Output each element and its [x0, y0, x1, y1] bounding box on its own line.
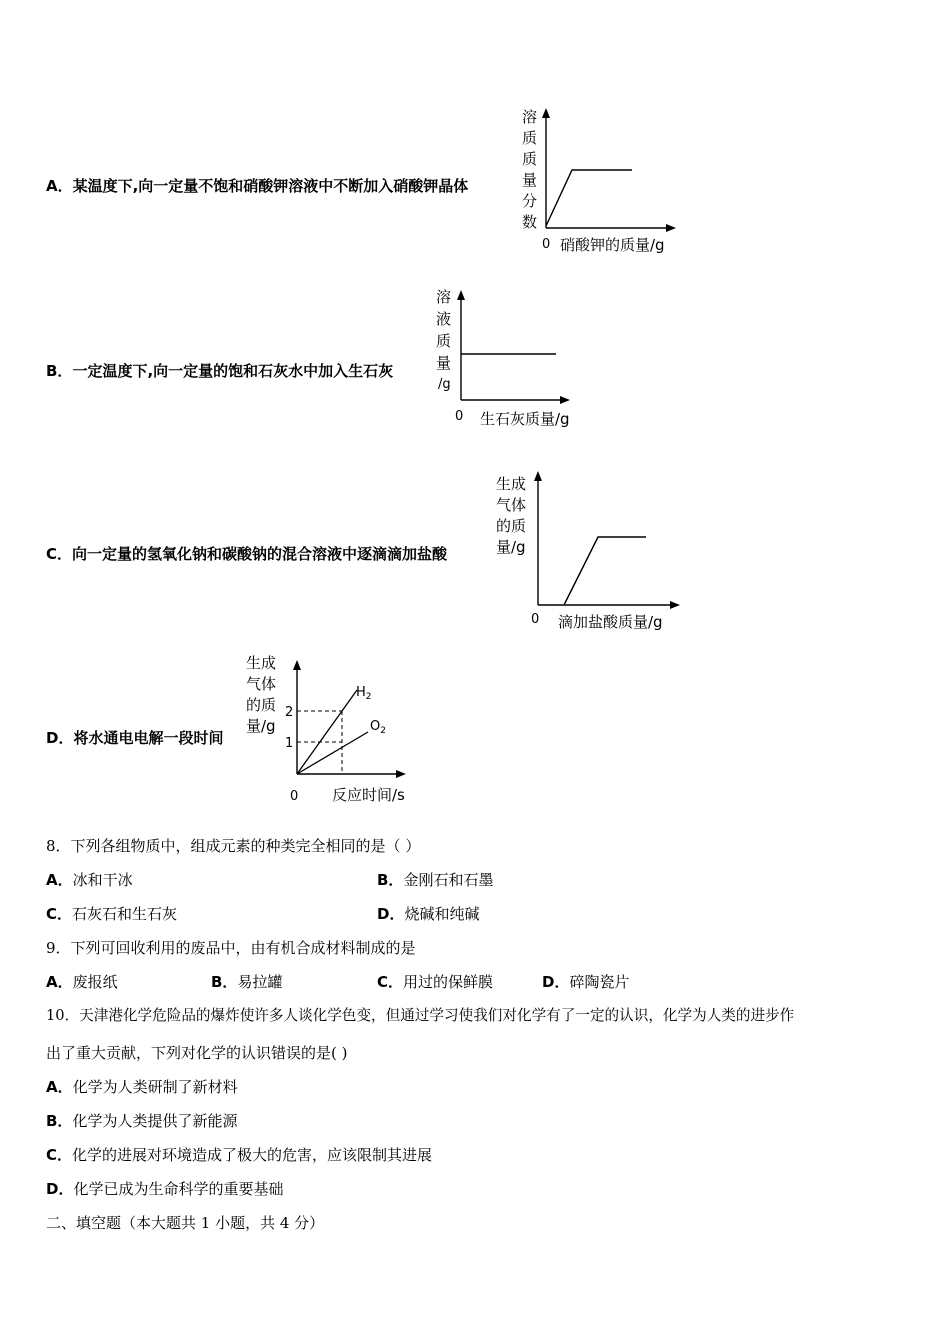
y-label-char: 溶 [522, 108, 538, 126]
y-label-char: 溶 [436, 288, 452, 306]
option-label: A． [46, 177, 73, 195]
q10-option-a: A．化学为人类研制了新材料 [46, 1078, 238, 1096]
graph-a [510, 100, 690, 260]
y-label-line: 量/g [496, 538, 526, 556]
y-label-char: 分 [522, 192, 538, 210]
option-label: C． [46, 545, 73, 563]
graph-b [430, 282, 600, 432]
y-label-char: 质 [522, 129, 538, 147]
question-10-stem-line1: 10．天津港化学危险品的爆炸使许多人谈化学色变，但通过学习使我们对化学有了一定的认识，化学为人类的进步作 [46, 1007, 795, 1024]
origin-label: 0 [542, 237, 551, 252]
x-axis-label: 生石灰质量/g [480, 410, 570, 428]
y-label-line: 的质 [246, 696, 277, 714]
x-axis-label: 硝酸钾的质量/g [560, 236, 665, 254]
origin-label: 0 [531, 612, 540, 627]
option-text: 某温度下,向一定量不饱和硝酸钾溶液中不断加入硝酸钾晶体 [72, 177, 469, 195]
y-label-char: 量 [436, 354, 452, 372]
question-10-stem-line2: 出了重大贡献，下列对化学的认识错误的是( ) [46, 1044, 348, 1062]
option-b [46, 361, 393, 381]
q9-option-d: D．碎陶瓷片 [542, 973, 630, 991]
q8-option-a: A．冰和干冰 [46, 871, 133, 889]
tick-label-1: 1 [285, 736, 294, 751]
origin-label: 0 [290, 789, 299, 804]
section-2-title: 二、填空题（本大题共 1 小题，共 4 分） [46, 1214, 325, 1232]
q8-option-c: C．石灰石和生石灰 [46, 905, 178, 923]
graph-d [244, 650, 424, 810]
q8-option-d: D．烧碱和纯碱 [377, 905, 480, 923]
q8-option-b: B．金刚石和石墨 [377, 871, 494, 889]
h2-label: $H_2$ [356, 685, 372, 702]
option-text: 向一定量的氢氧化钠和碳酸钠的混合溶液中逐滴滴加盐酸 [72, 545, 448, 563]
tick-label-2: 2 [285, 705, 294, 720]
y-label-char: 质 [522, 150, 538, 168]
y-label-line: 生成 [496, 475, 527, 493]
origin-label: 0 [455, 409, 464, 424]
option-c [46, 544, 447, 564]
option-d [46, 728, 223, 748]
y-label-line: 量/g [246, 717, 276, 735]
option-label: D． [46, 729, 74, 747]
y-label-line: 生成 [246, 654, 277, 672]
q10-option-d: D．化学已成为生命科学的重要基础 [46, 1180, 284, 1198]
x-axis-label: 反应时间/s [332, 786, 405, 804]
y-label-char: 量 [522, 171, 538, 189]
q10-option-c: C．化学的进展对环境造成了极大的危害，应该限制其进展 [46, 1146, 433, 1164]
y-label-char: 质 [436, 332, 452, 350]
graph-c [494, 465, 694, 635]
y-label-char: 数 [522, 213, 538, 231]
x-axis-label: 滴加盐酸质量/g [558, 613, 663, 631]
y-label-unit: /g [438, 377, 451, 392]
question-9-stem: 9．下列可回收利用的废品中，由有机合成材料制成的是 [46, 939, 416, 957]
option-text: 一定温度下,向一定量的饱和石灰水中加入生石灰 [72, 362, 394, 380]
q10-option-b: B．化学为人类提供了新能源 [46, 1112, 238, 1130]
q9-option-a: A．废报纸 [46, 973, 118, 991]
option-text: 将水通电电解一段时间 [73, 729, 224, 747]
option-a [46, 176, 468, 196]
q9-option-b: B．易拉罐 [211, 973, 283, 991]
o2-label: $O_2$ [370, 719, 386, 736]
y-label-line: 气体 [246, 675, 277, 693]
option-label: B． [46, 362, 73, 380]
question-8-stem: 8．下列各组物质中，组成元素的种类完全相同的是（ ） [46, 837, 421, 855]
q9-option-c: C．用过的保鲜膜 [377, 973, 494, 991]
y-label-line: 气体 [496, 496, 527, 514]
y-label-line: 的质 [496, 517, 527, 535]
y-label-char: 液 [436, 310, 452, 328]
